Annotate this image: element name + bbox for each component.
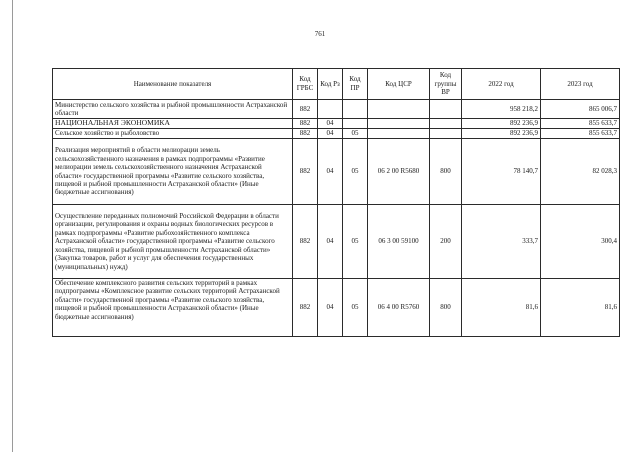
header-pr: Код ПР (343, 69, 368, 100)
table-row (53, 100, 620, 119)
budget-table (52, 68, 620, 337)
row-pr: 05 (343, 279, 368, 337)
row-2022: 958 218,2 (462, 100, 541, 119)
table-row (53, 279, 620, 337)
row-rz: 04 (318, 279, 343, 337)
row-pr (343, 100, 368, 119)
row-grbs: 882 (293, 129, 318, 139)
row-2022: 892 236,9 (462, 119, 541, 129)
row-grbs: 882 (293, 100, 318, 119)
row-name: НАЦИОНАЛЬНАЯ ЭКОНОМИКА (53, 119, 293, 129)
header-name: Наименование показателя (53, 69, 293, 100)
row-vr (430, 100, 462, 119)
row-2023: 81,6 (541, 279, 620, 337)
row-2023: 300,4 (541, 205, 620, 279)
row-2023: 855 633,7 (541, 119, 620, 129)
row-vr: 800 (430, 139, 462, 205)
header-csr: Код ЦСР (368, 69, 430, 100)
row-csr: 06 4 00 R5760 (368, 279, 430, 337)
row-grbs: 882 (293, 139, 318, 205)
row-grbs: 882 (293, 119, 318, 129)
row-name: Осуществление переданных полномочий Российской Федерации в области организации, регулирования и охраны водных биологических ресурсов в рамках подпрограммы «Развитие рыбохозяйственного комплекса Астраханской области» государственной программы «Развитие сельского хозяйства, пищевой и рыбной промышленности Астраханской области» (Закупка товаров, работ и услуг для обеспечения государственных (муниципальных) нужд) (53, 205, 293, 279)
table-header-row (53, 69, 620, 100)
row-csr (368, 119, 430, 129)
row-grbs: 882 (293, 205, 318, 279)
row-name: Министерство сельского хозяйства и рыбной промышленности Астраханской области (53, 100, 293, 119)
header-grbs: Код ГРБС (293, 69, 318, 100)
table-row (53, 205, 620, 279)
row-vr: 200 (430, 205, 462, 279)
row-2023: 865 006,7 (541, 100, 620, 119)
row-name: Обеспечение комплексного развития сельских территорий в рамках подпрограммы «Комплексное развитие сельских территорий Астраханской области» государственной программы «Развитие сельского хозяйства, пищевой и рыбной промышленности Астраханской области» (Иные бюджетные ассигнования) (53, 279, 293, 337)
row-rz: 04 (318, 205, 343, 279)
row-2023: 855 633,7 (541, 129, 620, 139)
row-pr: 05 (343, 139, 368, 205)
row-csr: 06 2 00 R5680 (368, 139, 430, 205)
row-csr (368, 129, 430, 139)
row-rz: 04 (318, 129, 343, 139)
row-pr: 05 (343, 129, 368, 139)
row-name: Сельское хозяйство и рыболовство (53, 129, 293, 139)
header-vr: Код группы ВР (430, 69, 462, 100)
row-vr (430, 119, 462, 129)
table-row (53, 119, 620, 129)
table-row (53, 129, 620, 139)
header-2023: 2023 год (541, 69, 620, 100)
row-2022: 892 236,9 (462, 129, 541, 139)
row-2022: 78 140,7 (462, 139, 541, 205)
row-pr (343, 119, 368, 129)
header-rz: Код Рз (318, 69, 343, 100)
row-rz: 04 (318, 139, 343, 205)
row-vr (430, 129, 462, 139)
table-row (53, 139, 620, 205)
header-2022: 2022 год (462, 69, 541, 100)
row-pr: 05 (343, 205, 368, 279)
row-2022: 333,7 (462, 205, 541, 279)
row-rz (318, 100, 343, 119)
row-name: Реализация мероприятий в области мелиорации земель сельскохозяйственного назначения в рамках подпрограммы «Развитие мелиорации земель сельскохозяйственного назначения Астраханской области» государственной программы «Развитие сельского хозяйства, пищевой и рыбной промышленности Астраханской области» (Иные бюджетные ассигнования) (53, 139, 293, 205)
row-csr (368, 100, 430, 119)
row-2022: 81,6 (462, 279, 541, 337)
row-vr: 800 (430, 279, 462, 337)
row-csr: 06 3 00 59100 (368, 205, 430, 279)
page-number: 761 (314, 30, 326, 38)
page-edge-line (12, 0, 13, 452)
row-grbs: 882 (293, 279, 318, 337)
row-rz: 04 (318, 119, 343, 129)
row-2023: 82 028,3 (541, 139, 620, 205)
